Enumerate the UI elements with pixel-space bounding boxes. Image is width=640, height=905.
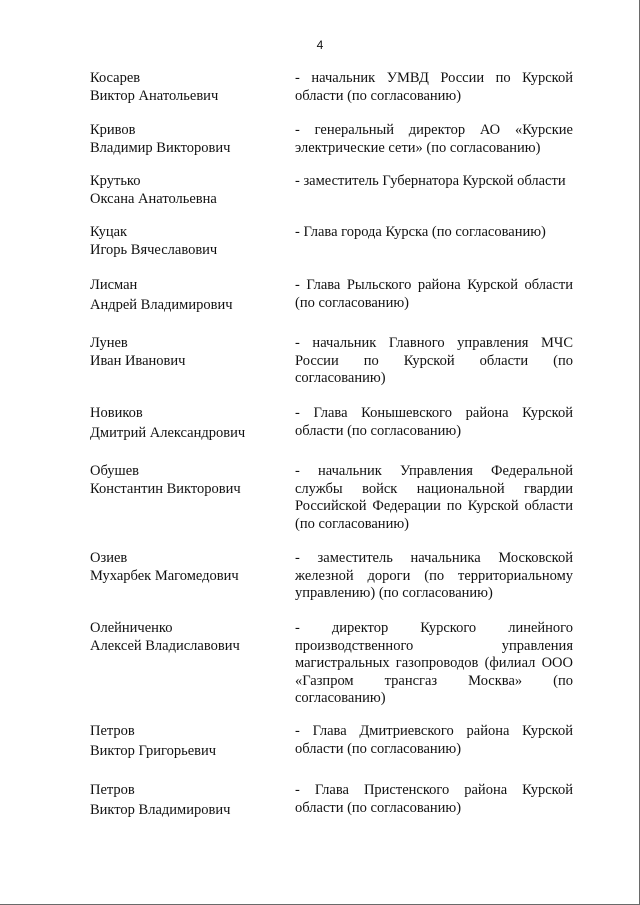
person-role: - генеральный директор АО «Курские электрические сети» (по согласованию) (295, 122, 573, 156)
person-role: - Глава Пристенского района Курской области (по согласованию) (295, 782, 573, 816)
person-name (90, 550, 285, 585)
person-name (90, 782, 285, 819)
person-surname: Обушев (90, 463, 139, 479)
person-given-name: Мухарбек Магомедович (90, 567, 239, 584)
page-number: 4 (316, 38, 324, 52)
person-surname: Озиев (90, 550, 128, 566)
person-name (90, 122, 285, 157)
person-given-name: Виктор Владимирович (90, 801, 231, 818)
person-name (90, 173, 285, 208)
person-name (90, 335, 285, 370)
person-given-name: Иван Иванович (90, 352, 186, 369)
person-name (90, 224, 285, 259)
person-given-name: Виктор Григорьевич (90, 742, 217, 759)
person-surname: Крутько (90, 173, 141, 189)
person-name (90, 723, 285, 760)
person-given-name: Константин Викторович (90, 480, 241, 497)
person-role: - заместитель начальника Московской железной дороги (по территориальному управлению) (по согласованию) (295, 550, 573, 601)
person-surname: Лисман (90, 277, 138, 293)
person-surname: Петров (90, 723, 135, 739)
person-role: - Глава Дмитриевского района Курской области (по согласованию) (295, 723, 573, 757)
person-role: - начальник Главного управления МЧС России по Курской области (по согласованию) (295, 335, 573, 386)
person-given-name: Виктор Анатольевич (90, 87, 219, 104)
person-surname: Куцак (90, 224, 128, 240)
person-role: - Глава города Курска (по согласованию) (295, 224, 546, 240)
person-given-name: Владимир Викторович (90, 139, 231, 156)
person-name (90, 277, 285, 314)
person-surname: Новиков (90, 405, 143, 421)
person-given-name: Оксана Анатольевна (90, 190, 217, 207)
person-given-name: Андрей Владимирович (90, 296, 233, 313)
person-role: - директор Курского линейного производственного управления магистральных газопроводов (филиал ООО «Газпром трансгаз Москва» (по согласованию) (295, 620, 573, 706)
person-role: - заместитель Губернатора Курской области (295, 173, 566, 189)
person-surname: Петров (90, 782, 135, 798)
person-surname: Кривов (90, 122, 136, 138)
person-role: - начальник Управления Федеральной службы войск национальной гвардии Российской Федерации по Курской области (по согласованию) (295, 463, 573, 532)
person-surname: Косарев (90, 70, 141, 86)
person-role: - начальник УМВД России по Курской области (по согласованию) (295, 70, 573, 104)
person-role: - Глава Рыльского района Курской области (по согласованию) (295, 277, 573, 311)
person-given-name: Дмитрий Александрович (90, 424, 246, 441)
person-given-name: Игорь Вячеславович (90, 241, 218, 258)
person-name (90, 620, 285, 655)
person-surname: Олейниченко (90, 620, 173, 636)
person-surname: Лунев (90, 335, 128, 351)
person-given-name: Алексей Владиславович (90, 637, 240, 654)
person-name (90, 463, 285, 498)
person-role: - Глава Конышевского района Курской области (по согласованию) (295, 405, 573, 439)
person-name (90, 405, 285, 442)
person-name (90, 70, 285, 105)
